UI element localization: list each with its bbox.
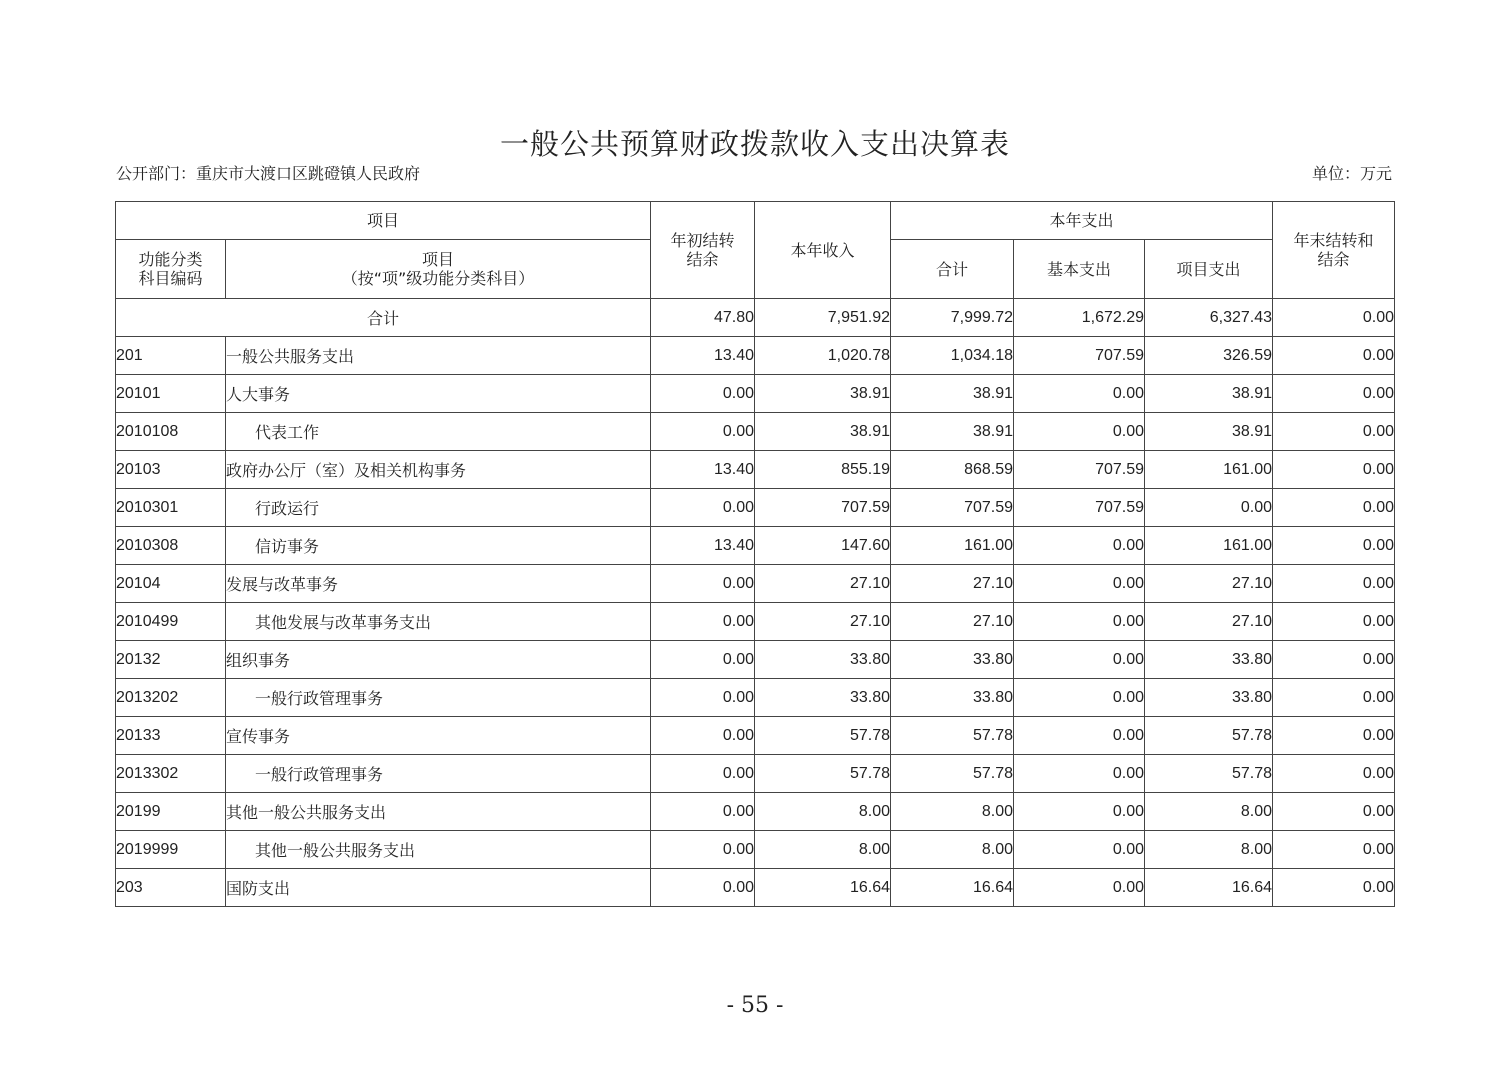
cell-expense-project: 326.59 bbox=[1145, 337, 1273, 375]
cell-end-balance: 0.00 bbox=[1273, 679, 1395, 717]
cell-expense-total: 1,034.18 bbox=[891, 337, 1014, 375]
cell-expense-total: 707.59 bbox=[891, 489, 1014, 527]
cell-expense-basic: 0.00 bbox=[1014, 869, 1145, 907]
table-row bbox=[116, 603, 1395, 641]
cell-income: 8.00 bbox=[755, 793, 891, 831]
cell-expense-basic: 0.00 bbox=[1014, 565, 1145, 603]
cell-expense-project: 27.10 bbox=[1145, 565, 1273, 603]
cell-end-balance: 0.00 bbox=[1273, 793, 1395, 831]
cell-expense-basic: 0.00 bbox=[1014, 375, 1145, 413]
cell-income: 27.10 bbox=[755, 565, 891, 603]
cell-end-balance: 0.00 bbox=[1273, 565, 1395, 603]
header-begin-balance-line1: 年初结转 bbox=[670, 231, 735, 250]
cell-expense-basic: 0.00 bbox=[1014, 527, 1145, 565]
cell-code: 20199 bbox=[116, 793, 226, 831]
cell-code: 2010308 bbox=[116, 527, 226, 565]
cell-income: 8.00 bbox=[755, 831, 891, 869]
cell-expense-basic: 0.00 bbox=[1014, 413, 1145, 451]
cell-item-name: 国防支出 bbox=[226, 869, 651, 907]
cell-expense-basic: 707.59 bbox=[1014, 337, 1145, 375]
header-item-line2: （按“项”级功能分类科目） bbox=[341, 269, 535, 288]
table-row bbox=[116, 489, 1395, 527]
cell-code: 20103 bbox=[116, 451, 226, 489]
cell-item-name: 人大事务 bbox=[226, 375, 651, 413]
cell-expense-basic: 0.00 bbox=[1014, 603, 1145, 641]
cell-code: 2013302 bbox=[116, 755, 226, 793]
cell-expense-basic: 0.00 bbox=[1014, 641, 1145, 679]
header-expense-basic: 基本支出 bbox=[1014, 240, 1145, 299]
cell-expense-project: 161.00 bbox=[1145, 527, 1273, 565]
cell-begin-balance: 0.00 bbox=[651, 603, 755, 641]
cell-begin-balance: 0.00 bbox=[651, 413, 755, 451]
cell-expense-basic: 707.59 bbox=[1014, 489, 1145, 527]
total-exp-basic: 1,672.29 bbox=[1014, 299, 1145, 337]
header-func-code-line1: 功能分类 bbox=[138, 250, 203, 269]
cell-end-balance: 0.00 bbox=[1273, 337, 1395, 375]
cell-item-name: 一般公共服务支出 bbox=[226, 337, 651, 375]
cell-code: 20101 bbox=[116, 375, 226, 413]
cell-expense-total: 16.64 bbox=[891, 869, 1014, 907]
cell-expense-total: 161.00 bbox=[891, 527, 1014, 565]
page-title: 一般公共预算财政拨款收入支出决算表 bbox=[499, 127, 1010, 161]
cell-item-name: 发展与改革事务 bbox=[226, 565, 651, 603]
cell-income: 57.78 bbox=[755, 755, 891, 793]
total-label: 合计 bbox=[116, 299, 651, 337]
total-end: 0.00 bbox=[1273, 299, 1395, 337]
header-item-line1: 项目 bbox=[422, 250, 455, 269]
cell-expense-total: 38.91 bbox=[891, 375, 1014, 413]
cell-expense-project: 27.10 bbox=[1145, 603, 1273, 641]
cell-begin-balance: 0.00 bbox=[651, 831, 755, 869]
cell-expense-total: 27.10 bbox=[891, 565, 1014, 603]
table-row bbox=[116, 831, 1395, 869]
cell-expense-total: 57.78 bbox=[891, 755, 1014, 793]
cell-expense-basic: 0.00 bbox=[1014, 831, 1145, 869]
cell-end-balance: 0.00 bbox=[1273, 451, 1395, 489]
cell-income: 27.10 bbox=[755, 603, 891, 641]
cell-income: 33.80 bbox=[755, 679, 891, 717]
header-end-balance-line1: 年末结转和 bbox=[1293, 231, 1374, 250]
cell-item-name: 宣传事务 bbox=[226, 717, 651, 755]
header-expense-project: 项目支出 bbox=[1145, 240, 1273, 299]
cell-item-name: 信访事务 bbox=[226, 527, 651, 565]
cell-code: 2010499 bbox=[116, 603, 226, 641]
cell-begin-balance: 0.00 bbox=[651, 489, 755, 527]
cell-expense-project: 8.00 bbox=[1145, 793, 1273, 831]
cell-item-name: 行政运行 bbox=[226, 489, 651, 527]
cell-begin-balance: 0.00 bbox=[651, 869, 755, 907]
table-row bbox=[116, 755, 1395, 793]
cell-end-balance: 0.00 bbox=[1273, 755, 1395, 793]
table-row bbox=[116, 375, 1395, 413]
cell-expense-project: 161.00 bbox=[1145, 451, 1273, 489]
cell-begin-balance: 0.00 bbox=[651, 565, 755, 603]
header-income: 本年收入 bbox=[755, 202, 891, 299]
cell-expense-total: 8.00 bbox=[891, 831, 1014, 869]
header-row-1 bbox=[116, 202, 1395, 240]
table-row bbox=[116, 717, 1395, 755]
cell-expense-total: 27.10 bbox=[891, 603, 1014, 641]
page-number: - 55 - bbox=[726, 993, 784, 1018]
table-row bbox=[116, 793, 1395, 831]
cell-end-balance: 0.00 bbox=[1273, 641, 1395, 679]
cell-begin-balance: 13.40 bbox=[651, 451, 755, 489]
cell-begin-balance: 0.00 bbox=[651, 793, 755, 831]
cell-item-name: 其他一般公共服务支出 bbox=[226, 831, 651, 869]
table-row bbox=[116, 679, 1395, 717]
total-income: 7,951.92 bbox=[755, 299, 891, 337]
cell-expense-project: 0.00 bbox=[1145, 489, 1273, 527]
cell-item-name: 其他发展与改革事务支出 bbox=[226, 603, 651, 641]
table-row bbox=[116, 641, 1395, 679]
cell-expense-project: 16.64 bbox=[1145, 869, 1273, 907]
cell-expense-basic: 0.00 bbox=[1014, 717, 1145, 755]
cell-item-name: 一般行政管理事务 bbox=[226, 679, 651, 717]
cell-income: 16.64 bbox=[755, 869, 891, 907]
cell-expense-total: 8.00 bbox=[891, 793, 1014, 831]
department-label: 公开部门：重庆市大渡口区跳磴镇人民政府 bbox=[116, 164, 421, 183]
cell-end-balance: 0.00 bbox=[1273, 413, 1395, 451]
cell-end-balance: 0.00 bbox=[1273, 489, 1395, 527]
cell-item-name: 政府办公厅（室）及相关机构事务 bbox=[226, 451, 651, 489]
cell-income: 855.19 bbox=[755, 451, 891, 489]
cell-income: 38.91 bbox=[755, 413, 891, 451]
cell-expense-basic: 0.00 bbox=[1014, 793, 1145, 831]
table-row bbox=[116, 413, 1395, 451]
cell-income: 1,020.78 bbox=[755, 337, 891, 375]
cell-code: 20133 bbox=[116, 717, 226, 755]
cell-end-balance: 0.00 bbox=[1273, 717, 1395, 755]
cell-code: 203 bbox=[116, 869, 226, 907]
cell-income: 147.60 bbox=[755, 527, 891, 565]
cell-expense-total: 33.80 bbox=[891, 641, 1014, 679]
header-project-group: 项目 bbox=[116, 202, 651, 240]
table-row bbox=[116, 565, 1395, 603]
cell-expense-total: 33.80 bbox=[891, 679, 1014, 717]
header-begin-balance bbox=[651, 202, 755, 299]
header-expense-group: 本年支出 bbox=[891, 202, 1273, 240]
cell-expense-total: 38.91 bbox=[891, 413, 1014, 451]
cell-item-name: 代表工作 bbox=[226, 413, 651, 451]
cell-income: 707.59 bbox=[755, 489, 891, 527]
header-end-balance-line2: 结余 bbox=[1317, 250, 1350, 269]
total-exp-total: 7,999.72 bbox=[891, 299, 1014, 337]
cell-income: 38.91 bbox=[755, 375, 891, 413]
cell-expense-project: 33.80 bbox=[1145, 679, 1273, 717]
header-func-code-line2: 科目编码 bbox=[138, 269, 203, 288]
total-begin: 47.80 bbox=[651, 299, 755, 337]
cell-item-name: 组织事务 bbox=[226, 641, 651, 679]
cell-expense-basic: 0.00 bbox=[1014, 679, 1145, 717]
cell-code: 20132 bbox=[116, 641, 226, 679]
table-row bbox=[116, 527, 1395, 565]
cell-begin-balance: 0.00 bbox=[651, 717, 755, 755]
table-row bbox=[116, 451, 1395, 489]
header-item bbox=[226, 240, 651, 299]
cell-begin-balance: 0.00 bbox=[651, 755, 755, 793]
cell-end-balance: 0.00 bbox=[1273, 527, 1395, 565]
header-begin-balance-line2: 结余 bbox=[686, 250, 719, 269]
header-expense-total: 合计 bbox=[891, 240, 1014, 299]
cell-begin-balance: 0.00 bbox=[651, 679, 755, 717]
cell-end-balance: 0.00 bbox=[1273, 831, 1395, 869]
cell-code: 2019999 bbox=[116, 831, 226, 869]
cell-begin-balance: 0.00 bbox=[651, 641, 755, 679]
unit-label: 单位：万元 bbox=[1311, 164, 1392, 183]
cell-expense-basic: 707.59 bbox=[1014, 451, 1145, 489]
cell-code: 2010108 bbox=[116, 413, 226, 451]
cell-expense-project: 38.91 bbox=[1145, 375, 1273, 413]
cell-code: 2010301 bbox=[116, 489, 226, 527]
cell-end-balance: 0.00 bbox=[1273, 869, 1395, 907]
total-row bbox=[116, 299, 1395, 337]
cell-expense-project: 38.91 bbox=[1145, 413, 1273, 451]
cell-expense-project: 57.78 bbox=[1145, 755, 1273, 793]
cell-code: 20104 bbox=[116, 565, 226, 603]
cell-item-name: 一般行政管理事务 bbox=[226, 755, 651, 793]
cell-expense-total: 868.59 bbox=[891, 451, 1014, 489]
cell-expense-project: 57.78 bbox=[1145, 717, 1273, 755]
cell-begin-balance: 13.40 bbox=[651, 337, 755, 375]
cell-code: 201 bbox=[116, 337, 226, 375]
cell-code: 2013202 bbox=[116, 679, 226, 717]
cell-end-balance: 0.00 bbox=[1273, 603, 1395, 641]
header-func-code bbox=[116, 240, 226, 299]
budget-table bbox=[115, 201, 1395, 907]
header-end-balance bbox=[1273, 202, 1395, 299]
cell-expense-total: 57.78 bbox=[891, 717, 1014, 755]
table-row bbox=[116, 337, 1395, 375]
cell-end-balance: 0.00 bbox=[1273, 375, 1395, 413]
table-row bbox=[116, 869, 1395, 907]
cell-begin-balance: 0.00 bbox=[651, 375, 755, 413]
cell-begin-balance: 13.40 bbox=[651, 527, 755, 565]
cell-item-name: 其他一般公共服务支出 bbox=[226, 793, 651, 831]
cell-income: 33.80 bbox=[755, 641, 891, 679]
cell-expense-project: 8.00 bbox=[1145, 831, 1273, 869]
cell-expense-project: 33.80 bbox=[1145, 641, 1273, 679]
total-exp-project: 6,327.43 bbox=[1145, 299, 1273, 337]
cell-expense-basic: 0.00 bbox=[1014, 755, 1145, 793]
cell-income: 57.78 bbox=[755, 717, 891, 755]
